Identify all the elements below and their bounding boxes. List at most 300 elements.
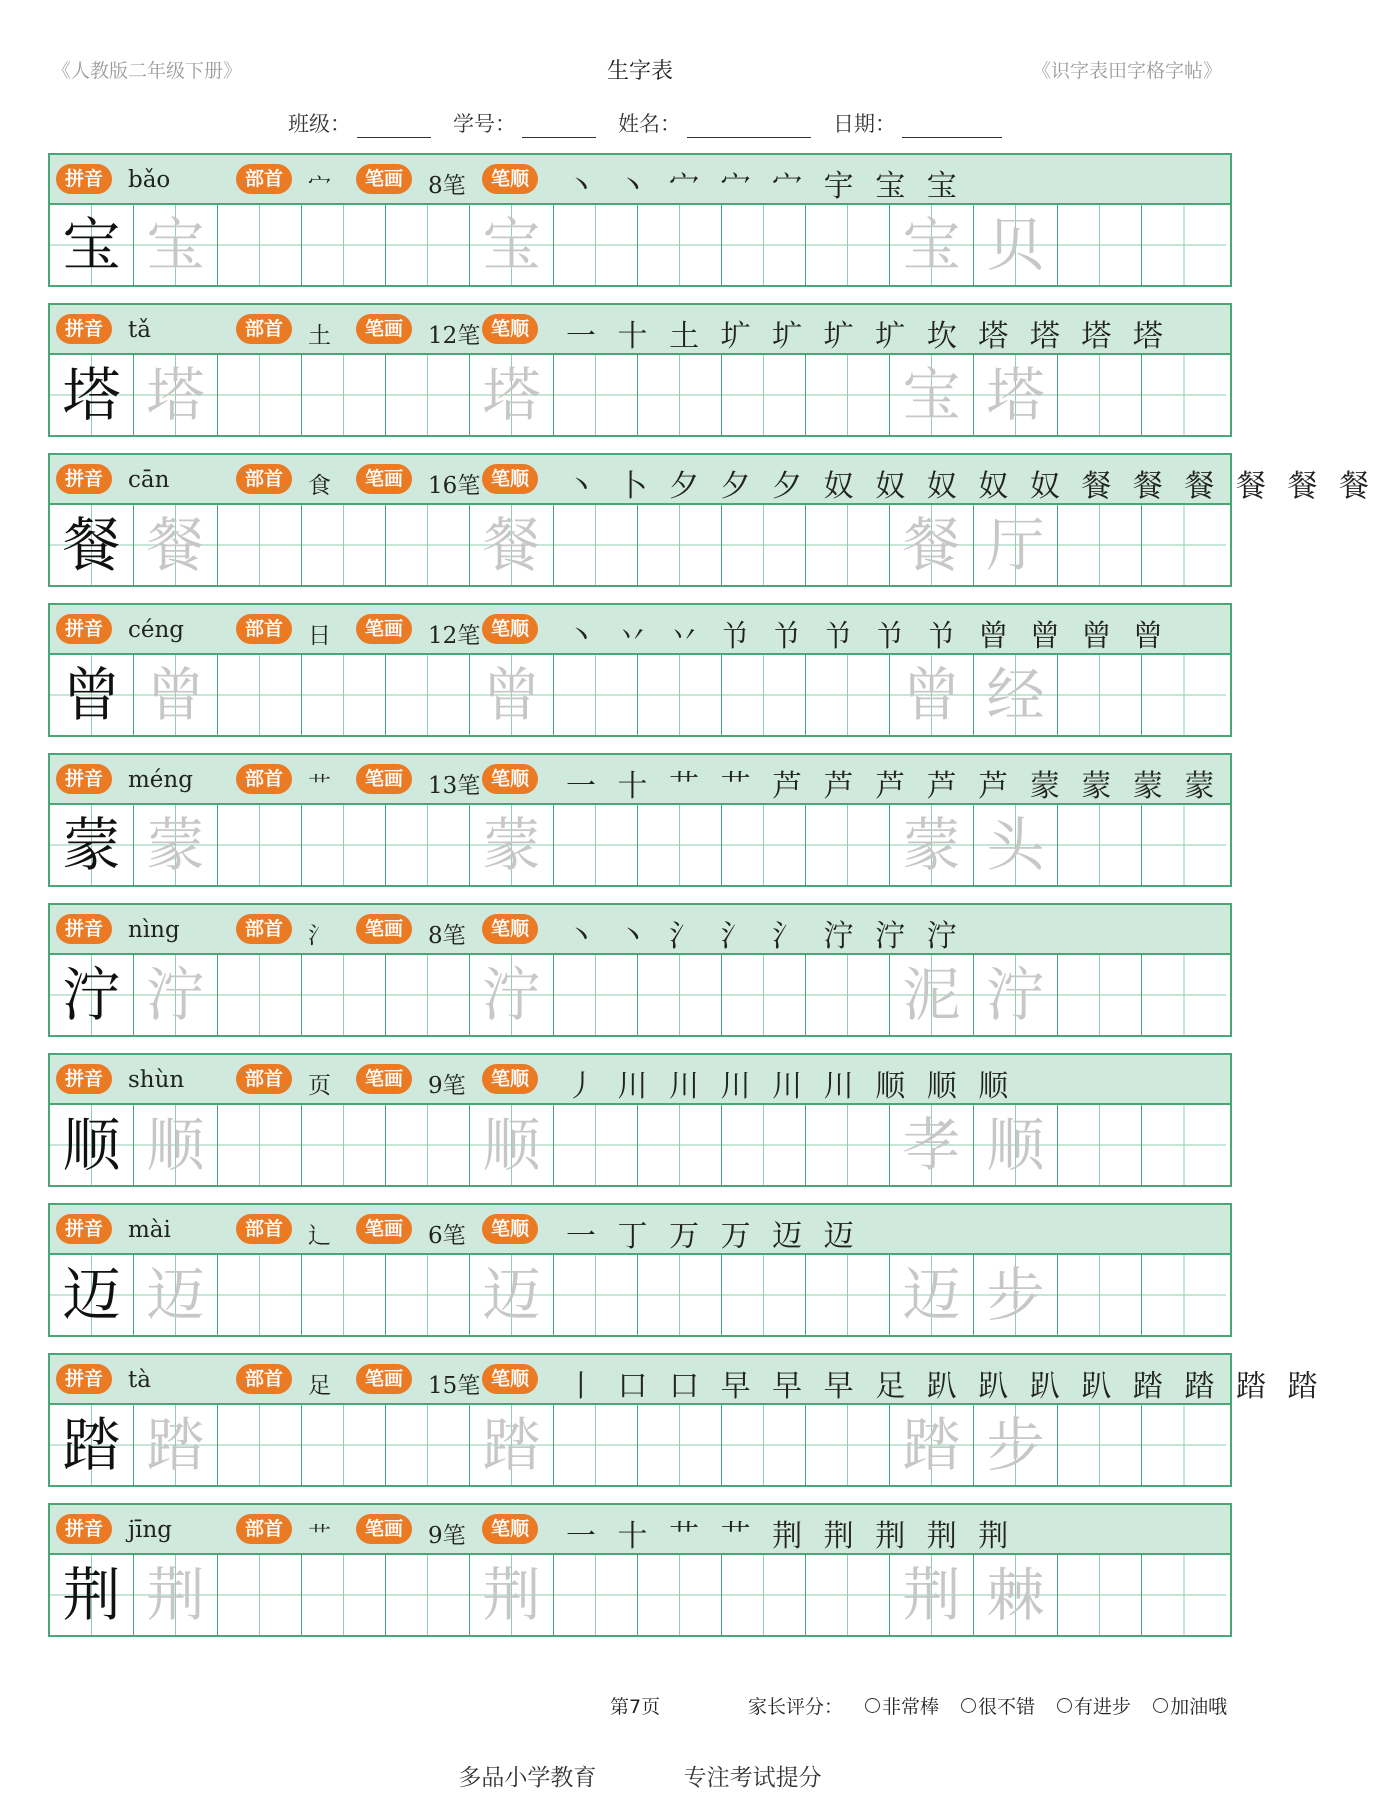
grid-cell [50,505,134,585]
grid-cell[interactable] [638,955,722,1035]
stroke-order-sequence: 丿 川 川 川 川 川 顺 顺 顺 [566,1069,1015,1104]
grid-cell [50,1105,134,1185]
radical-tag: 部首 [236,164,292,194]
grid-cell[interactable] [722,805,806,885]
radical-value: 土 [308,323,331,349]
grid-cell[interactable] [386,1105,470,1185]
trace-character: 曾 [146,661,205,729]
stroke-order-tag: 笔顺 [482,1514,538,1544]
stroke-order-tag: 笔顺 [482,614,538,644]
grid-cell[interactable] [218,505,302,585]
radical-value: 日 [308,623,331,649]
word-character: 塔 [986,361,1045,429]
grid-cell [470,205,554,285]
grid-cell[interactable] [1142,205,1226,285]
grid-cell [974,955,1058,1035]
grid-cell[interactable] [218,1555,302,1635]
grid-cell[interactable] [554,655,638,735]
stroke-order-sequence: 一 十 艹 艹 荆 荆 荆 荆 荆 [566,1519,1015,1554]
grid-cell [50,355,134,435]
grid-cell[interactable] [302,355,386,435]
grid-cell [50,655,134,735]
tian-grid [48,203,1232,287]
date-field[interactable] [833,108,1002,138]
grid-cell[interactable] [386,805,470,885]
footer-brand: 多品小学教育 [458,1765,597,1791]
grid-cell[interactable] [302,1555,386,1635]
stroke-count-value: 9笔 [428,1073,466,1099]
grid-cell [974,805,1058,885]
grid-cell[interactable] [722,1255,806,1335]
grid-cell [50,1255,134,1335]
grid-cell[interactable] [638,355,722,435]
pinyin-tag: 拼音 [56,914,112,944]
pinyin-tag: 拼音 [56,464,112,494]
radical-value: 艹 [308,773,331,799]
grid-cell[interactable] [218,805,302,885]
grid-cell [50,205,134,285]
grid-cell[interactable] [218,205,302,285]
grid-cell [134,1255,218,1335]
grid-cell[interactable] [302,205,386,285]
rating-option[interactable]: 有进步 [1057,1692,1131,1719]
radical-tag: 部首 [236,1214,292,1244]
grid-cell[interactable] [806,505,890,585]
grid-cell[interactable] [638,1255,722,1335]
tian-grid [48,1253,1232,1337]
trace-character: 顺 [482,1111,541,1179]
grid-cell[interactable] [722,1555,806,1635]
grid-cell [470,1105,554,1185]
pinyin-tag: 拼音 [56,164,112,194]
page-title: 生字表 [606,59,673,84]
grid-cell[interactable] [638,805,722,885]
row-header [48,1353,1324,1404]
grid-cell[interactable] [554,955,638,1035]
grid-cell [974,655,1058,735]
grid-cell[interactable] [638,1105,722,1185]
grid-cell [974,1255,1058,1335]
pinyin-value: shùn [128,1067,185,1093]
stroke-count-value: 15笔 [428,1373,481,1399]
trace-character: 塔 [146,361,205,429]
name-label: 姓名： [618,112,681,136]
grid-cell[interactable] [1058,1555,1142,1635]
grid-cell [470,955,554,1035]
grid-cell[interactable] [1058,355,1142,435]
row-header [48,303,1232,353]
grid-cell [470,505,554,585]
grid-cell [470,655,554,735]
radical-tag: 部首 [236,464,292,494]
stroke-order-tag: 笔顺 [482,164,538,194]
pinyin-tag: 拼音 [56,1064,112,1094]
footer-slogan: 专注考试提分 [683,1765,822,1791]
grid-cell[interactable] [218,355,302,435]
student-id-field[interactable] [453,108,596,138]
stroke-count-value: 13笔 [428,773,481,799]
stroke-count-tag: 笔画 [356,914,412,944]
stroke-count-value: 6笔 [428,1223,466,1249]
word-character: 棘 [986,1561,1045,1629]
pinyin-value: tà [128,1367,151,1393]
rating-option[interactable]: 加油哦 [1153,1692,1227,1719]
radical-tag: 部首 [236,614,292,644]
grid-cell[interactable] [554,205,638,285]
grid-cell[interactable] [806,1405,890,1485]
radical-tag: 部首 [236,1514,292,1544]
grid-cell [134,805,218,885]
radical-value: 页 [308,1073,331,1099]
word-character: 步 [986,1261,1045,1329]
tian-grid [48,653,1232,737]
row-header [48,603,1232,653]
stroke-count-tag: 笔画 [356,1214,412,1244]
stroke-count-tag: 笔画 [356,164,412,194]
radical-tag: 部首 [236,314,292,344]
stroke-order-sequence: 一 丁 万 万 迈 迈 [566,1219,860,1254]
grid-cell[interactable] [1058,1105,1142,1185]
info-fields [288,108,1024,138]
radical-value: 宀 [308,173,331,199]
character-row [48,1503,1232,1653]
grid-cell [134,505,218,585]
trace-character: 踏 [482,1411,541,1479]
grid-cell[interactable] [386,505,470,585]
stroke-order-tag: 笔顺 [482,914,538,944]
model-character: 迈 [62,1261,121,1329]
grid-cell [890,1405,974,1485]
grid-cell [890,805,974,885]
grid-cell [974,1555,1058,1635]
grid-cell[interactable] [722,1405,806,1485]
grid-cell[interactable] [218,1405,302,1485]
word-character: 曾 [902,661,961,729]
pinyin-value: méng [128,767,193,793]
grid-cell[interactable] [1058,805,1142,885]
stroke-count-tag: 笔画 [356,1514,412,1544]
character-row [48,753,1232,903]
stroke-count-tag: 笔画 [356,1064,412,1094]
word-character: 餐 [902,511,961,579]
row-header [48,1203,1232,1253]
row-header [48,1053,1232,1103]
tian-grid [48,953,1232,1037]
date-blank[interactable] [902,115,1002,138]
word-character: 迈 [902,1261,961,1329]
grid-cell [134,355,218,435]
row-header [48,903,1232,953]
grid-cell[interactable] [386,1255,470,1335]
stroke-order-tag: 笔顺 [482,1064,538,1094]
grid-cell [890,655,974,735]
grid-cell[interactable] [1142,1555,1226,1635]
grid-cell [470,1555,554,1635]
parent-rating [748,1692,1227,1719]
rating-option[interactable]: 很不错 [961,1692,1035,1719]
grid-cell[interactable] [386,955,470,1035]
grid-cell [134,655,218,735]
trace-character: 蒙 [482,811,541,879]
trace-character: 荆 [482,1561,541,1629]
header-right: 《识字表田字格字帖》 [1031,60,1222,82]
stroke-order-tag: 笔顺 [482,764,538,794]
grid-cell [974,355,1058,435]
grid-cell [50,805,134,885]
grid-cell [134,955,218,1035]
word-character: 荆 [902,1561,961,1629]
character-row [48,453,1375,603]
pinyin-value: bǎo [128,167,171,193]
row-header [48,453,1375,504]
character-row [48,1203,1232,1353]
tian-grid [48,1103,1232,1187]
pinyin-tag: 拼音 [56,1364,112,1394]
word-character: 泥 [902,961,961,1029]
trace-character: 泞 [146,961,205,1029]
grid-cell[interactable] [806,1255,890,1335]
tian-grid [48,1553,1232,1637]
word-character: 贝 [986,211,1045,279]
grid-cell [890,505,974,585]
grid-cell [134,205,218,285]
stroke-order-tag: 笔顺 [482,314,538,344]
model-character: 顺 [62,1111,121,1179]
grid-cell[interactable] [302,1105,386,1185]
stroke-count-tag: 笔画 [356,614,412,644]
stroke-count-tag: 笔画 [356,1364,412,1394]
pinyin-tag: 拼音 [56,1214,112,1244]
grid-cell[interactable] [1058,655,1142,735]
radio-circle-icon[interactable] [1153,1698,1168,1713]
model-character: 蒙 [62,811,121,879]
word-character: 厅 [986,511,1045,579]
student-id-label: 学号： [453,112,516,136]
word-character: 头 [986,811,1045,879]
grid-cell[interactable] [638,1555,722,1635]
grid-cell[interactable] [806,205,890,285]
grid-cell[interactable] [806,655,890,735]
grid-cell[interactable] [554,1255,638,1335]
model-character: 餐 [62,511,121,579]
grid-cell [974,1405,1058,1485]
grid-cell[interactable] [1058,1405,1142,1485]
trace-character: 迈 [146,1261,205,1329]
class-blank[interactable] [357,115,431,138]
character-row [48,153,1232,303]
grid-cell[interactable] [386,1405,470,1485]
grid-cell[interactable] [806,805,890,885]
grid-cell[interactable] [638,505,722,585]
grid-cell[interactable] [722,955,806,1035]
stroke-count-value: 16笔 [428,473,481,499]
grid-cell[interactable] [1142,955,1226,1035]
word-character: 泞 [986,961,1045,1029]
grid-cell[interactable] [302,655,386,735]
grid-cell[interactable] [218,955,302,1035]
trace-character: 迈 [482,1261,541,1329]
stroke-order-tag: 笔顺 [482,464,538,494]
grid-cell[interactable] [302,955,386,1035]
grid-cell[interactable] [1142,655,1226,735]
grid-cell [890,205,974,285]
grid-cell[interactable] [806,1105,890,1185]
grid-cell[interactable] [386,205,470,285]
grid-cell [470,1405,554,1485]
stroke-order-sequence: 丶 卜 夕 夕 夕 奴 奴 奴 奴 奴 餐 餐 餐 餐 餐 餐 [566,469,1375,504]
character-row [48,1053,1232,1203]
grid-cell[interactable] [638,655,722,735]
grid-cell[interactable] [1058,955,1142,1035]
grid-cell [890,1555,974,1635]
pinyin-value: tǎ [128,317,151,343]
grid-cell[interactable] [302,1405,386,1485]
grid-cell [890,355,974,435]
character-row [48,1353,1324,1503]
grid-cell[interactable] [1058,505,1142,585]
grid-cell[interactable] [1142,1405,1226,1485]
trace-character: 泞 [482,961,541,1029]
grid-cell[interactable] [554,505,638,585]
grid-cell[interactable] [1142,355,1226,435]
grid-cell[interactable] [218,1255,302,1335]
grid-cell [890,1255,974,1335]
grid-cell[interactable] [806,355,890,435]
pinyin-value: mài [128,1217,171,1243]
grid-cell[interactable] [386,1555,470,1635]
name-blank[interactable] [687,115,811,138]
grid-cell[interactable] [554,1105,638,1185]
grid-cell [134,1105,218,1185]
grid-cell[interactable] [722,1105,806,1185]
trace-character: 曾 [482,661,541,729]
grid-cell [890,955,974,1035]
trace-character: 宝 [482,211,541,279]
model-character: 宝 [62,211,121,279]
character-rows [48,153,1375,1653]
grid-cell[interactable] [638,205,722,285]
grid-cell [50,955,134,1035]
grid-cell [50,1405,134,1485]
grid-cell[interactable] [722,655,806,735]
stroke-order-sequence: 一 十 土 圹 圹 圹 圹 坎 塔 塔 塔 塔 [566,319,1169,354]
grid-cell [470,805,554,885]
grid-cell[interactable] [554,355,638,435]
grid-cell[interactable] [806,955,890,1035]
grid-cell[interactable] [1142,505,1226,585]
grid-cell[interactable] [638,1405,722,1485]
grid-cell [974,1105,1058,1185]
grid-cell [974,505,1058,585]
student-id-blank[interactable] [522,115,596,138]
grid-cell[interactable] [1058,1255,1142,1335]
trace-character: 蒙 [146,811,205,879]
grid-cell[interactable] [806,1555,890,1635]
grid-cell[interactable] [386,655,470,735]
stroke-count-value: 8笔 [428,173,466,199]
radio-circle-icon[interactable] [865,1698,880,1713]
grid-cell[interactable] [302,1255,386,1335]
grid-cell[interactable] [302,805,386,885]
stroke-order-sequence: 丶 丶 宀 宀 宀 宇 宝 宝 [566,169,963,204]
rating-option[interactable]: 非常棒 [865,1692,939,1719]
stroke-order-sequence: 丶 丷 丷 兯 兯 兯 兯 兯 曾 曾 曾 曾 [566,619,1169,654]
grid-cell[interactable] [218,1105,302,1185]
grid-cell [470,355,554,435]
stroke-count-tag: 笔画 [356,464,412,494]
pinyin-tag: 拼音 [56,314,112,344]
grid-cell[interactable] [722,205,806,285]
grid-cell[interactable] [1142,1105,1226,1185]
grid-cell [134,1555,218,1635]
radical-value: 氵 [308,923,331,949]
grid-cell[interactable] [1142,1255,1226,1335]
word-character: 顺 [986,1111,1045,1179]
grid-cell[interactable] [554,1555,638,1635]
stroke-order-sequence: 丶 丶 氵 氵 氵 泞 泞 泞 [566,919,963,954]
character-row [48,603,1232,753]
grid-cell[interactable] [1142,805,1226,885]
stroke-order-sequence: 一 十 艹 艹 芦 芦 芦 芦 芦 蒙 蒙 蒙 蒙 [566,769,1221,804]
tian-grid [48,803,1232,887]
radical-tag: 部首 [236,1064,292,1094]
grid-cell[interactable] [722,505,806,585]
stroke-count-value: 9笔 [428,1523,466,1549]
radio-circle-icon[interactable] [1057,1698,1072,1713]
grid-cell [134,1405,218,1485]
stroke-order-sequence: 丨 口 口 早 早 早 足 趴 趴 趴 趴 踏 踏 踏 踏 [566,1369,1324,1404]
class-field[interactable] [288,108,431,138]
character-row [48,903,1232,1053]
tian-grid [48,353,1232,437]
trace-character: 餐 [146,511,205,579]
stroke-count-tag: 笔画 [356,314,412,344]
pinyin-value: nìng [128,917,180,943]
model-character: 曾 [62,661,121,729]
grid-cell[interactable] [302,505,386,585]
row-header [48,153,1232,203]
grid-cell[interactable] [1058,205,1142,285]
grid-cell [50,1555,134,1635]
trace-character: 塔 [482,361,541,429]
word-character: 步 [986,1411,1045,1479]
stroke-count-tag: 笔画 [356,764,412,794]
character-row [48,303,1232,453]
grid-cell[interactable] [722,355,806,435]
word-character: 宝 [902,361,961,429]
radical-value: 辶 [308,1223,331,1249]
trace-character: 顺 [146,1111,205,1179]
model-character: 泞 [62,961,121,1029]
radical-value: 食 [308,473,331,499]
grid-cell[interactable] [554,1405,638,1485]
grid-cell[interactable] [218,655,302,735]
grid-cell [974,205,1058,285]
pinyin-tag: 拼音 [56,764,112,794]
row-header [48,753,1232,803]
trace-character: 餐 [482,511,541,579]
header-left: 《人教版二年级下册》 [52,60,243,82]
radical-value: 艹 [308,1523,331,1549]
name-field[interactable] [618,108,811,138]
grid-cell[interactable] [554,805,638,885]
date-label: 日期： [833,112,896,136]
radio-circle-icon[interactable] [961,1698,976,1713]
tian-grid [48,503,1232,587]
page-number: 第7页 [610,1696,661,1718]
grid-cell[interactable] [386,355,470,435]
model-character: 塔 [62,361,121,429]
